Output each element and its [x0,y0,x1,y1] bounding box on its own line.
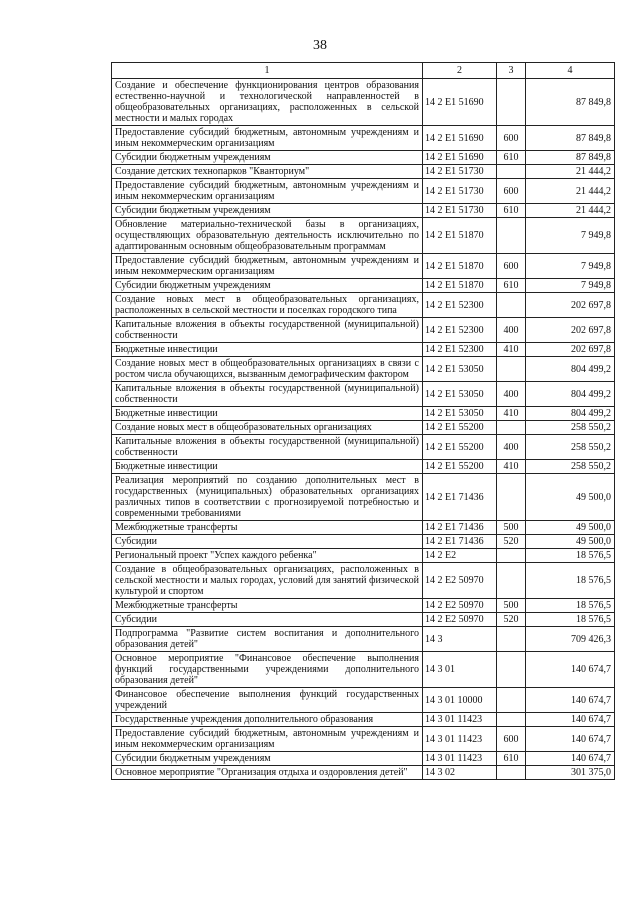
row-amount: 21 444,2 [526,204,615,218]
row-name: Предоставление субсидий бюджетным, автономным учреждениям и иным некоммерческим организациям [112,179,423,204]
row-name: Создание и обеспечение функционирования центров образования естественно-научной и технологической направленностей в общеобразовательных организациях, расположенных в сельской местности и малых городах [112,79,423,126]
budget-table-body [112,63,615,780]
row-code: 14 3 01 11423 [423,752,497,766]
table-row [112,521,615,535]
row-code: 14 2 E1 71436 [423,474,497,521]
row-amount: 258 550,2 [526,460,615,474]
row-code: 14 3 02 [423,766,497,780]
row-type [497,357,526,382]
table-row [112,652,615,688]
row-amount: 709 426,3 [526,627,615,652]
row-code: 14 2 E1 51730 [423,179,497,204]
row-amount: 258 550,2 [526,421,615,435]
row-name: Субсидии бюджетным учреждениям [112,752,423,766]
table-row [112,343,615,357]
row-amount: 258 550,2 [526,435,615,460]
row-name: Субсидии [112,535,423,549]
row-type: 600 [497,179,526,204]
row-amount: 202 697,8 [526,343,615,357]
page-number: 38 [313,38,327,53]
column-header-1: 1 [112,63,423,79]
row-name: Основное мероприятие "Финансовое обеспечение выполнения функций государственными учреждениями дополнительного образования детей" [112,652,423,688]
table-row [112,254,615,279]
row-type: 500 [497,521,526,535]
row-type: 410 [497,343,526,357]
row-code: 14 2 E1 51730 [423,204,497,218]
table-row [112,79,615,126]
row-name: Реализация мероприятий по созданию дополнительных мест в государственных (муниципальных) образовательных организациях различных типов в соответствии с прогнозируемой потребностью и современными требованиями [112,474,423,521]
column-header-3: 3 [497,63,526,79]
row-amount: 7 949,8 [526,279,615,293]
row-amount: 18 576,5 [526,599,615,613]
table-row [112,279,615,293]
table-row [112,474,615,521]
row-type [497,766,526,780]
row-type [497,549,526,563]
table-row [112,688,615,713]
table-row [112,218,615,254]
table-row [112,357,615,382]
row-code: 14 2 E2 50970 [423,599,497,613]
table-row [112,126,615,151]
row-code: 14 2 E1 52300 [423,318,497,343]
row-name: Региональный проект "Успех каждого ребенка" [112,549,423,563]
row-amount: 87 849,8 [526,79,615,126]
row-type: 410 [497,460,526,474]
table-row [112,549,615,563]
row-type [497,713,526,727]
row-type: 600 [497,254,526,279]
row-name: Основное мероприятие "Организация отдыха и оздоровления детей" [112,766,423,780]
row-code: 14 2 E1 71436 [423,521,497,535]
row-code: 14 2 E1 51870 [423,218,497,254]
row-code: 14 2 E1 55200 [423,421,497,435]
row-name: Бюджетные инвестиции [112,343,423,357]
row-name: Межбюджетные трансферты [112,599,423,613]
row-code: 14 2 E2 [423,549,497,563]
row-name: Создание детских технопарков "Кванториум" [112,165,423,179]
row-amount: 140 674,7 [526,727,615,752]
row-code: 14 2 E1 53050 [423,382,497,407]
row-amount: 49 500,0 [526,521,615,535]
row-code: 14 2 E1 51870 [423,254,497,279]
row-code: 14 2 E1 53050 [423,407,497,421]
table-row [112,204,615,218]
row-code: 14 2 E2 50970 [423,613,497,627]
row-type: 610 [497,279,526,293]
row-code: 14 3 01 10000 [423,688,497,713]
table-row [112,151,615,165]
row-name: Обновление материально-технической базы в организациях, осуществляющих образовательную деятельность исключительно по адаптированным основным общеобразовательным программам [112,218,423,254]
row-name: Государственные учреждения дополнительного образования [112,713,423,727]
row-amount: 21 444,2 [526,165,615,179]
row-code: 14 2 E1 53050 [423,357,497,382]
row-amount: 804 499,2 [526,382,615,407]
row-name: Подпрограмма "Развитие систем воспитания и дополнительного образования детей" [112,627,423,652]
row-amount: 140 674,7 [526,688,615,713]
row-type [497,563,526,599]
row-amount: 87 849,8 [526,126,615,151]
table-row [112,627,615,652]
row-amount: 18 576,5 [526,563,615,599]
row-type: 600 [497,727,526,752]
row-name: Предоставление субсидий бюджетным, автономным учреждениям и иным некоммерческим организациям [112,254,423,279]
row-amount: 21 444,2 [526,179,615,204]
row-type [497,688,526,713]
row-type: 520 [497,613,526,627]
table-row [112,382,615,407]
row-name: Предоставление субсидий бюджетным, автономным учреждениям и иным некоммерческим организациям [112,727,423,752]
row-type [497,652,526,688]
row-name: Субсидии бюджетным учреждениям [112,279,423,293]
row-name: Субсидии бюджетным учреждениям [112,204,423,218]
row-type: 400 [497,382,526,407]
row-name: Капитальные вложения в объекты государственной (муниципальной) собственности [112,435,423,460]
row-code: 14 2 E1 55200 [423,435,497,460]
row-type: 410 [497,407,526,421]
row-name: Межбюджетные трансферты [112,521,423,535]
row-type: 520 [497,535,526,549]
row-amount: 140 674,7 [526,713,615,727]
row-name: Создание новых мест в общеобразовательных организациях [112,421,423,435]
row-code: 14 2 E1 51690 [423,151,497,165]
table-row [112,460,615,474]
table-row [112,766,615,780]
row-name: Создание в общеобразовательных организациях, расположенных в сельской местности и малых городах, условий для занятий физической культурой и спортом [112,563,423,599]
row-amount: 140 674,7 [526,652,615,688]
row-type [497,474,526,521]
row-code: 14 2 E1 55200 [423,460,497,474]
row-type: 400 [497,318,526,343]
row-name: Субсидии [112,613,423,627]
row-amount: 202 697,8 [526,293,615,318]
row-code: 14 3 01 11423 [423,727,497,752]
row-name: Финансовое обеспечение выполнения функций государственных учреждений [112,688,423,713]
row-name: Капитальные вложения в объекты государственной (муниципальной) собственности [112,318,423,343]
table-row [112,563,615,599]
row-type [497,421,526,435]
row-name: Субсидии бюджетным учреждениям [112,151,423,165]
row-amount: 87 849,8 [526,151,615,165]
row-name: Создание новых мест в общеобразовательных организациях, расположенных в сельской местности и поселках городского типа [112,293,423,318]
row-code: 14 3 01 [423,652,497,688]
row-code: 14 2 E1 51730 [423,165,497,179]
table-row [112,165,615,179]
row-amount: 7 949,8 [526,218,615,254]
row-code: 14 2 E2 50970 [423,563,497,599]
row-type: 500 [497,599,526,613]
row-name: Предоставление субсидий бюджетным, автономным учреждениям и иным некоммерческим организациям [112,126,423,151]
row-amount: 202 697,8 [526,318,615,343]
row-name: Капитальные вложения в объекты государственной (муниципальной) собственности [112,382,423,407]
table-row [112,599,615,613]
row-code: 14 2 E1 52300 [423,343,497,357]
row-amount: 804 499,2 [526,407,615,421]
row-type [497,79,526,126]
row-code: 14 2 E1 71436 [423,535,497,549]
row-type [497,218,526,254]
row-code: 14 2 E1 51690 [423,79,497,126]
row-code: 14 2 E1 51690 [423,126,497,151]
row-code: 14 3 01 11423 [423,713,497,727]
row-code: 14 2 E1 51870 [423,279,497,293]
row-type: 600 [497,126,526,151]
column-header-4: 4 [526,63,615,79]
row-amount: 7 949,8 [526,254,615,279]
table-row [112,713,615,727]
row-amount: 301 375,0 [526,766,615,780]
row-amount: 49 500,0 [526,474,615,521]
row-type [497,165,526,179]
row-amount: 804 499,2 [526,357,615,382]
row-type: 610 [497,752,526,766]
budget-table [111,62,615,780]
column-header-2: 2 [423,63,497,79]
row-type: 610 [497,151,526,165]
row-amount: 18 576,5 [526,613,615,627]
row-amount: 18 576,5 [526,549,615,563]
row-code: 14 3 [423,627,497,652]
row-type: 400 [497,435,526,460]
row-code: 14 2 E1 52300 [423,293,497,318]
row-name: Бюджетные инвестиции [112,407,423,421]
row-name: Создание новых мест в общеобразовательных организациях в связи с ростом числа обучающихся, вызванным демографическим фактором [112,357,423,382]
table-row [112,179,615,204]
table-row [112,421,615,435]
table-row [112,435,615,460]
row-type: 610 [497,204,526,218]
table-row [112,613,615,627]
row-type [497,627,526,652]
row-name: Бюджетные инвестиции [112,460,423,474]
table-row [112,407,615,421]
table-row [112,293,615,318]
table-row [112,318,615,343]
table-row [112,535,615,549]
row-amount: 140 674,7 [526,752,615,766]
table-row [112,727,615,752]
table-header-row [112,63,615,79]
row-type [497,293,526,318]
table-row [112,752,615,766]
row-amount: 49 500,0 [526,535,615,549]
